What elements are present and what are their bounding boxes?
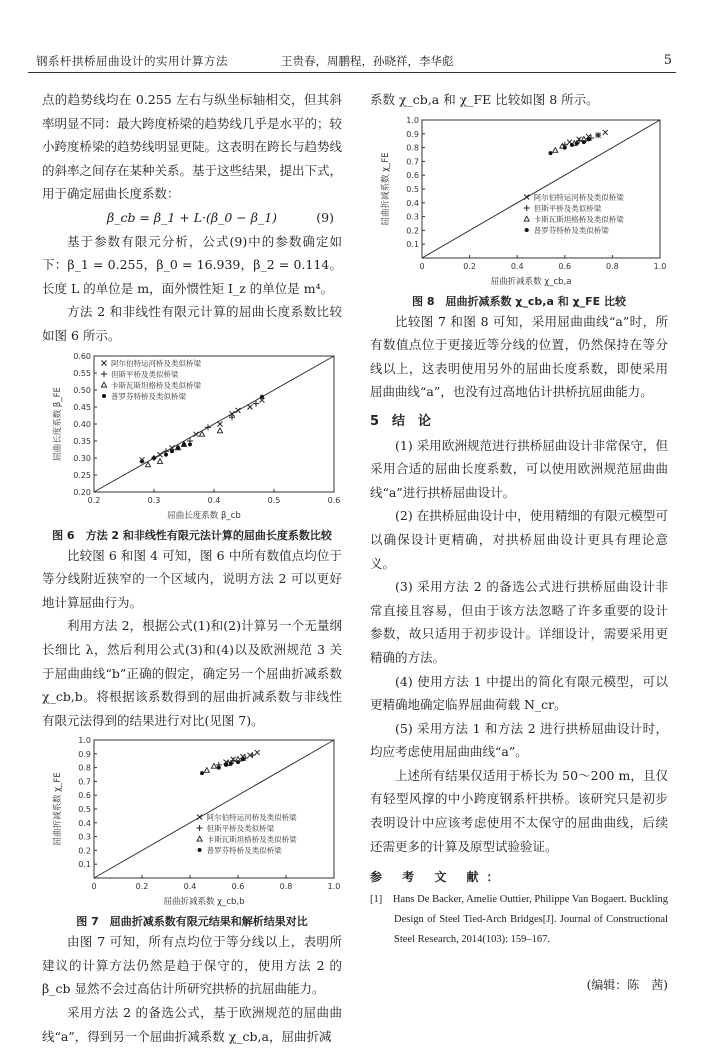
- legend-label: 阿尔伯特运河桥及类似桥梁: [533, 192, 624, 202]
- paragraph: 比较图 6 和图 4 可知，图 6 中所有数值点均位于等分线附近狭窄的一个区域内，说明方法 2 可以更好地计算屈曲行为。: [42, 547, 342, 610]
- data-point: [152, 456, 156, 460]
- data-point: [102, 360, 107, 365]
- y-tick-label: 0.20: [73, 487, 91, 497]
- y-tick-label: 0.6: [78, 791, 91, 801]
- y-tick-label: 0.8: [406, 143, 419, 153]
- legend-label: 卡斯瓦斯坦格桥及类似桥梁: [111, 380, 201, 390]
- data-point: [204, 768, 209, 773]
- data-point: [176, 445, 180, 449]
- conclusion-3: (3) 采用方法 2 的备选公式进行拱桥屈曲设计非常直接且容易，但由于该方法忽略了许多重要的设计参数，故只适用于初步设计。详细设计，需要采用更精确的方法。: [370, 579, 668, 665]
- data-point: [158, 452, 163, 457]
- page-number: 5: [663, 53, 672, 68]
- editor-note: (编辑：陈 茜): [586, 977, 668, 992]
- x-tick-label: 0.4: [207, 495, 221, 505]
- data-point: [255, 750, 260, 755]
- conclusion-2: (2) 在拱桥屈曲设计中，使用精细的有限元模型可以确保设计更精确，对拱桥屈曲设计更具有理论意义。: [370, 508, 668, 571]
- data-point: [157, 458, 162, 463]
- y-tick-label: 0.5: [406, 184, 419, 194]
- x-tick-label: 0.2: [87, 495, 101, 505]
- data-point: [218, 421, 223, 426]
- data-point: [211, 764, 216, 769]
- y-tick-label: 0.4: [78, 819, 91, 829]
- header-title: 钢系杆拱桥屈曲设计的实用计算方法: [36, 54, 228, 68]
- data-point: [140, 459, 144, 463]
- x-tick-label: 0.8: [606, 261, 619, 271]
- figure-7-chart: [42, 732, 342, 912]
- x-tick-label: 1.0: [327, 882, 341, 892]
- paragraph: 比较图 7 和图 8 可知，采用屈曲曲线“a”时，所有数值点位于更接近等分线的位置，仍然保持在等分线以上，这表明使用另外的屈曲长度系数，即使采用屈曲曲线“a”，也没有过高地估计拱桥抗屈曲能力。: [370, 313, 668, 400]
- equation-number: (9): [316, 209, 334, 225]
- section-heading: 5 结 论: [370, 413, 432, 429]
- data-point: [549, 151, 553, 155]
- data-point: [525, 228, 529, 232]
- y-tick-label: 0.45: [73, 402, 91, 412]
- figure-7: [42, 732, 342, 930]
- legend-label: 普罗芬特桥及类似桥梁: [111, 391, 186, 401]
- figure-6-caption: 图 6 方法 2 和非线性有限元法计算的屈曲长度系数比较: [52, 528, 332, 542]
- y-tick-label: 0.6: [406, 170, 419, 180]
- y-tick-label: 0.3: [406, 212, 419, 222]
- data-point: [224, 763, 228, 767]
- data-point: [188, 442, 192, 446]
- legend-label: 卡斯瓦斯坦格桥及类似桥梁: [533, 214, 624, 224]
- data-point: [102, 394, 106, 398]
- figure-6: [42, 348, 342, 544]
- y-tick-label: 0.2: [78, 846, 91, 856]
- x-axis-label: 屈曲长度系数 β_cb: [167, 510, 241, 521]
- data-point: [524, 205, 530, 211]
- data-point: [570, 142, 574, 146]
- legend-label: 但斯平桥及类似桥梁: [533, 203, 602, 213]
- data-point: [524, 216, 529, 221]
- y-tick-label: 0.55: [73, 368, 91, 378]
- reference-1: [1] Hans De Backer, Amelie Outtier, Philippe Van Bogaert. Buckling Design of Steel Tied-Arch Bridges[J]. Journal of Constructional Steel Research, 2014(103): 159–167.: [370, 893, 668, 945]
- y-tick-label: 0.5: [78, 805, 91, 815]
- right-column: [370, 88, 668, 997]
- data-point: [587, 137, 591, 141]
- paragraph: 上述所有结果仅适用于桥长为 50～200 m，且仅有轻型风撑的中小跨度钢系杆拱桥。该研究只是初步表明设计中应该考虑使用不太保守的屈曲曲线，后续还需更多的计算及原型试验验证。: [370, 767, 668, 854]
- data-point: [524, 194, 529, 199]
- data-point: [200, 771, 204, 775]
- data-point: [205, 424, 211, 430]
- y-tick-label: 0.9: [406, 129, 419, 139]
- y-tick-label: 0.2: [406, 225, 419, 235]
- x-tick-label: 0.6: [558, 261, 572, 271]
- data-point: [582, 140, 586, 144]
- paragraph: 点的趋势线均在 0.255 左右与纵坐标轴相交，但其斜率明显不同：最大跨度桥梁的趋势线几乎是水平的；较小跨度桥梁的趋势线明显更陡。这表明在跨长与趋势线的斜率之间存在某种关系。基于这些结果，提出下式，用于确定屈曲长度系数：: [42, 92, 343, 202]
- data-point: [197, 825, 203, 831]
- y-tick-label: 0.7: [406, 156, 419, 166]
- y-tick-label: 1.0: [406, 115, 419, 125]
- header-authors: 王贵春，周鹏程，孙晓祥，李华彪: [281, 54, 454, 68]
- y-tick-label: 0.50: [73, 385, 91, 395]
- equation-9: [42, 206, 342, 230]
- data-point: [229, 762, 233, 766]
- paragraph: 利用方法 2，根据公式(1)和(2)计算另一个无量纲长细比 λ，然后利用公式(3)和(4)以及欧洲规范 3 关于屈曲曲线“b”正确的假定，确定另一个屈曲折减系数 χ_cb,b。将根据该系数得到的屈曲折减系数与非线性有限元法得到的结果进行对比(见图 7)。: [42, 618, 342, 728]
- y-tick-label: 0.35: [73, 436, 91, 446]
- figure-8: [370, 112, 668, 310]
- paragraph: 基于参数有限元分析，公式(9)中的参数确定如下：β_1 = 0.255，β_0 = 16.939，β_2 = 0.114。长度 L 的单位是 m，面外惯性矩 I_z 的单位是 m⁴。: [42, 233, 342, 296]
- y-tick-label: 0.3: [78, 832, 91, 842]
- data-point: [553, 147, 558, 152]
- y-tick-label: 0.7: [78, 777, 91, 787]
- y-tick-label: 0.25: [73, 470, 91, 480]
- x-axis-label: 屈曲折减系数 χ_cb,b: [163, 897, 245, 908]
- data-point: [248, 404, 253, 409]
- x-tick-label: 0.4: [183, 882, 197, 892]
- data-point: [563, 145, 567, 149]
- x-tick-label: 1.0: [653, 261, 667, 271]
- y-tick-label: 0.1: [78, 860, 91, 870]
- data-point: [260, 394, 264, 398]
- x-tick-label: 0.8: [279, 882, 293, 892]
- data-point: [197, 837, 202, 842]
- y-tick-label: 0.40: [73, 419, 91, 429]
- y-tick-label: 1.0: [78, 736, 91, 746]
- x-tick-label: 0.4: [510, 261, 524, 271]
- x-tick-label: 0.3: [147, 495, 161, 505]
- paragraph: 系数 χ_cb,a 和 χ_FE 比较如图 8 所示。: [370, 92, 599, 107]
- data-point: [170, 449, 174, 453]
- paragraph: 方法 2 和非线性有限元计算的屈曲长度系数比较如图 6 所示。: [42, 304, 342, 343]
- legend-label: 普罗芬特桥及类似桥梁: [533, 225, 609, 235]
- conclusion-4: (4) 使用方法 1 中提出的简化有限元模型，可以更精确地确定临界屈曲荷载 N_cr。: [370, 673, 668, 713]
- data-point: [603, 130, 608, 135]
- x-tick-label: 0: [419, 261, 425, 271]
- y-axis-label: 屈曲长度系数 β_FE: [53, 386, 63, 461]
- data-point: [236, 760, 240, 764]
- conclusion-1: (1) 采用欧洲规范进行拱桥屈曲设计非常保守，但采用合适的屈曲长度系数，可以使用欧洲规范屈曲曲线“a”进行拱桥屈曲设计。: [370, 437, 668, 500]
- y-tick-label: 0.8: [78, 763, 91, 773]
- paragraph: 采用方法 2 的备选公式，基于欧洲规范的屈曲曲线“a”，得到另一个屈曲折减系数 χ_cb,a，屈曲折减: [42, 1005, 342, 1044]
- data-point: [217, 428, 222, 433]
- legend-label: 但斯平桥及类似桥梁: [206, 824, 275, 834]
- x-tick-label: 0.5: [267, 495, 281, 505]
- data-point: [575, 141, 579, 145]
- legend-label: 卡斯瓦斯坦格桥及类似桥梁: [206, 835, 297, 845]
- y-tick-label: 0.1: [406, 239, 419, 249]
- left-column: [42, 88, 342, 1048]
- data-point: [182, 442, 186, 446]
- figure-8-caption: 图 8 屈曲折减系数 χ_cb,a 和 χ_FE 比较: [411, 294, 627, 308]
- y-tick-label: 0.9: [78, 750, 91, 760]
- y-tick-label: 0.30: [73, 453, 91, 463]
- equation-body: β_cb = β_1 + L·(β_0 − β_1): [106, 209, 278, 225]
- x-tick-label: 0.2: [135, 882, 149, 892]
- conclusion-5: (5) 采用方法 1 和方法 2 进行拱桥屈曲设计时，均应考虑使用屈曲曲线“a”。: [370, 720, 668, 760]
- x-tick-label: 0.6: [231, 882, 245, 892]
- data-point: [101, 371, 107, 377]
- paragraph: 由图 7 可知，所有点均位于等分线以上，表明所建议的计算方法仍然是趋于保守的，使用方法 2 的 β_cb 显然不会过高估计所研究拱桥的抗屈曲能力。: [42, 934, 342, 997]
- y-tick-label: 0.60: [73, 351, 91, 361]
- data-point: [198, 848, 202, 852]
- x-tick-label: 0: [91, 882, 97, 892]
- references-heading: 参 考 文 献：: [370, 870, 507, 885]
- data-point: [164, 452, 168, 456]
- y-tick-label: 0.4: [406, 198, 419, 208]
- running-header: [28, 50, 676, 73]
- y-axis-label: 屈曲折减系数 χ_FE: [53, 772, 63, 846]
- legend-label: 阿尔伯特运河桥及类似桥梁: [111, 358, 201, 368]
- figure-8-chart: [370, 112, 668, 292]
- y-axis-label: 屈曲折减系数 χ_FE: [381, 152, 391, 226]
- figure-7-caption: 图 7 屈曲折减系数有限元结果和解析结果对比: [76, 915, 308, 929]
- diagonal-line: [94, 740, 334, 878]
- legend-label: 普罗芬特桥及类似桥梁: [206, 846, 282, 856]
- data-point: [197, 815, 202, 820]
- data-point: [241, 758, 245, 762]
- x-axis-label: 屈曲折减系数 χ_cb,a: [490, 276, 572, 287]
- data-point: [217, 766, 221, 770]
- data-point: [101, 382, 106, 387]
- diagonal-line: [422, 120, 660, 258]
- legend-label: 但斯平桥及类似桥梁: [111, 369, 179, 379]
- data-point: [236, 407, 241, 412]
- figure-6-chart: [42, 348, 342, 526]
- data-point: [194, 431, 199, 436]
- x-tick-label: 0.6: [327, 495, 341, 505]
- x-tick-label: 0.2: [463, 261, 476, 271]
- data-point: [249, 752, 255, 758]
- legend-label: 阿尔伯特运河桥及类似桥梁: [206, 813, 297, 823]
